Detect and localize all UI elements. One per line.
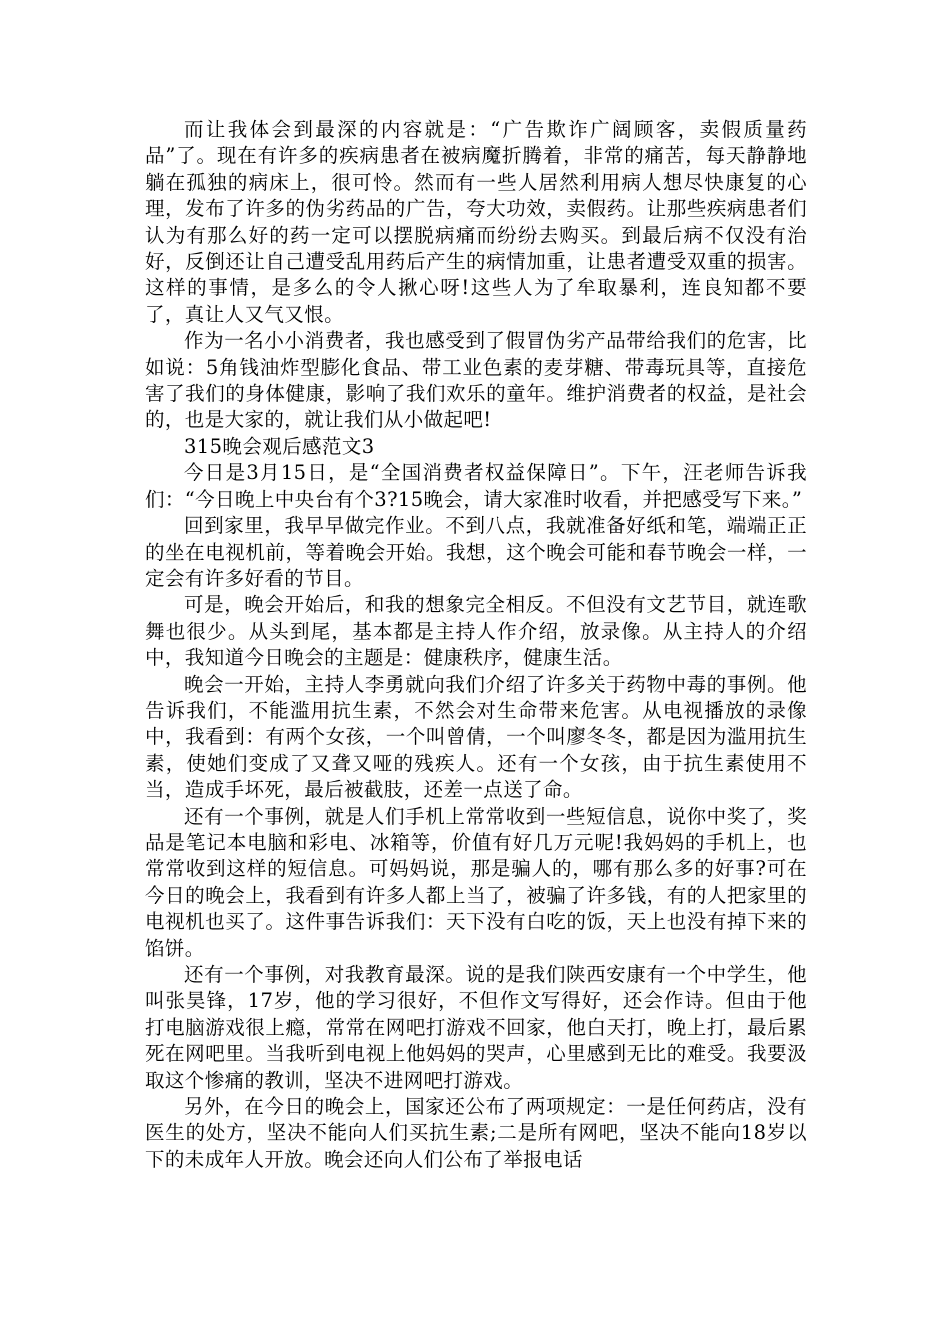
paragraph-7: 还有一个事例，就是人们手机上常常收到一些短信息，说你中奖了，奖品是笔记本电脑和彩电、冰箱等，价值有好几万元呢!我妈妈的手机上，也常常收到这样的短信息。可妈妈说，那是骗人的，哪有那么多的好事?可在今日的晚会上，我看到有许多人都上当了，被骗了许多钱，有的人把家里的电视机也买了。这件事告诉我们：天下没有白吃的饭，天上也没有掉下来的馅饼。 bbox=[145, 804, 807, 960]
paragraph-4: 回到家里，我早早做完作业。不到八点，我就准备好纸和笔，端端正正的坐在电视机前，等着晚会开始。我想，这个晚会可能和春节晚会一样，一定会有许多好看的节目。 bbox=[145, 514, 807, 590]
section-heading: 315晚会观后感范文3 bbox=[184, 434, 375, 458]
paragraph-3: 今日是3月15日，是“全国消费者权益保障日”。下午，汪老师告诉我们：“今日晚上中央台有个3?15晚会，请大家准时收看，并把感受写下来。” bbox=[145, 461, 807, 511]
paragraph-1: 而让我体会到最深的内容就是：“广告欺诈广阔顾客，卖假质量药品”了。现在有许多的疾病患者在被病魔折腾着，非常的痛苦，每天静静地躺在孤独的病床上，很可怜。然而有一些人居然利用病人想尽快康复的心理，发布了许多的伪劣药品的广告，夸大功效，卖假药。让那些疾病患者们认为有那么好的药一定可以摆脱病痛而纷纷去购买。到最后病不仅没有治好，反倒还让自己遭受乱用药后产生的病情加重，让患者遭受双重的损害。这样的事情，是多么的令人揪心呀!这些人为了牟取暴利，连良知都不要了，真让人又气又恨。 bbox=[145, 118, 807, 326]
paragraph-6: 晚会一开始，主持人李勇就向我们介绍了许多关于药物中毒的事例。他告诉我们，不能滥用抗生素，不然会对生命带来危害。从电视播放的录像中，我看到：有两个女孩，一个叫曾倩，一个叫廖冬冬，都是因为滥用抗生素，使她们变成了又聋又哑的残疾人。还有一个女孩，由于抗生素使用不当，造成手坏死，最后被截肢，还差一点送了命。 bbox=[145, 672, 807, 802]
paragraph-2: 作为一名小小消费者，我也感受到了假冒伪劣产品带给我们的危害，比如说：5角钱油炸型膨化食品、带工业色素的麦芽糖、带毒玩具等，直接危害了我们的身体健康，影响了我们欢乐的童年。维护消费者的权益，是社会的，也是大家的，就让我们从小做起吧! bbox=[145, 329, 807, 432]
paragraph-9: 另外，在今日的晚会上，国家还公布了两项规定：一是任何药店，没有医生的处方，坚决不能向人们买抗生素;二是所有网吧，坚决不能向18岁以下的未成年人开放。晚会还向人们公布了举报电话 bbox=[145, 1095, 807, 1171]
paragraph-5: 可是，晚会开始后，和我的想象完全相反。不但没有文艺节目，就连歌舞也很少。从头到尾，基本都是主持人作介绍，放录像。从主持人的介绍中，我知道今日晚会的主题是：健康秩序，健康生活。 bbox=[145, 593, 807, 670]
paragraph-8: 还有一个事例，对我教育最深。说的是我们陕西安康有一个中学生，他叫张昊锋，17岁，他的学习很好，不但作文写得好，还会作诗。但由于他打电脑游戏很上瘾，常常在网吧打游戏不回家，他白天打，晚上打，最后累死在网吧里。当我听到电视上他妈妈的哭声，心里感到无比的难受。我要汲取这个惨痛的教训，坚决不进网吧打游戏。 bbox=[145, 963, 807, 1092]
document-body bbox=[145, 117, 807, 1173]
